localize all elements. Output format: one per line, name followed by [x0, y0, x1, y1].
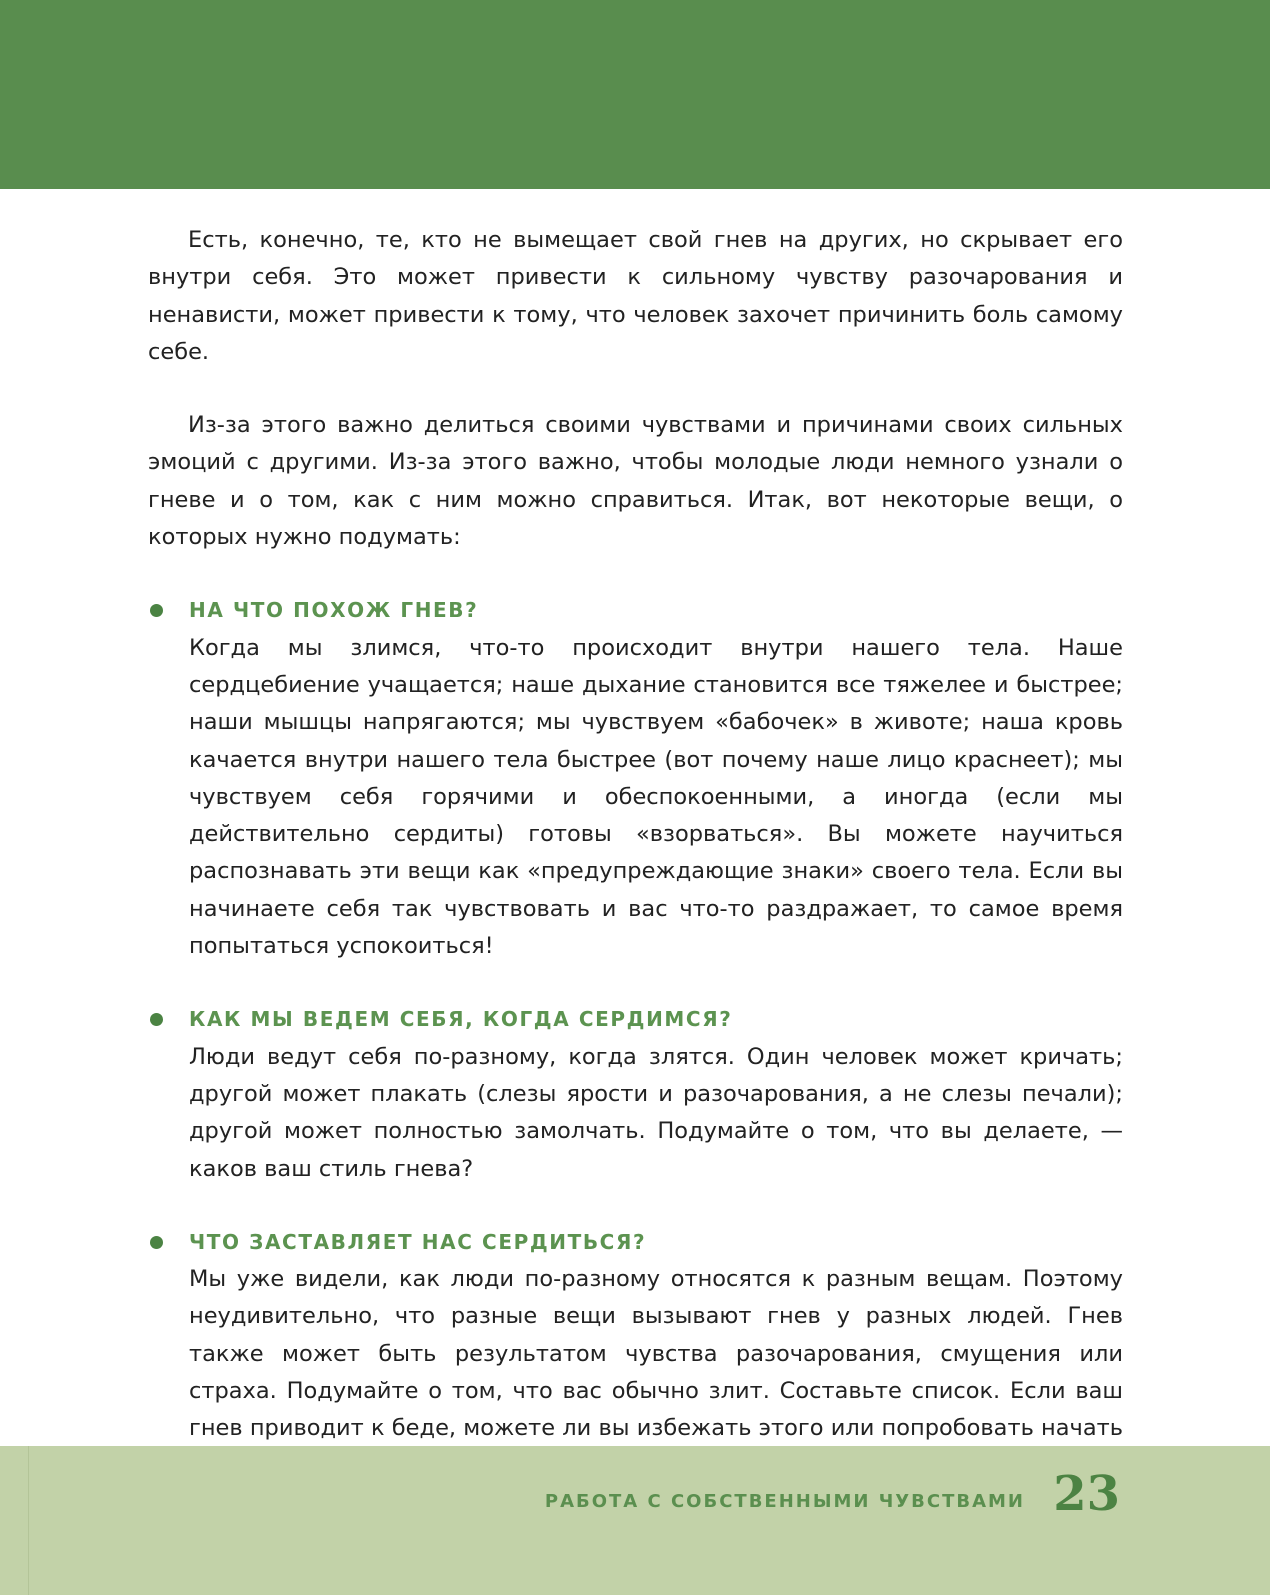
- bullet-icon: [150, 1013, 163, 1026]
- section-what-anger-looks-like: [148, 592, 1123, 965]
- bullet-icon: [150, 1236, 163, 1249]
- footer-band-edge: [0, 1446, 29, 1595]
- section-body: Люди ведут себя по-разному, когда злятся. Один человек может кричать; другой может плакать (слезы ярости и разочарования, а не слезы печали); другой может полностью замолчать. Подумайте о том, что вы делаете, — каков ваш стиль гнева?: [189, 1043, 1123, 1182]
- section-body: Когда мы злимся, что-то происходит внутри нашего тела. Наше сердцебиение учащается; наше дыхание становится все тяжелее и быстрее; наши мышцы напрягаются; мы чувствуем «бабочек» в животе; наша кровь качается внутри нашего тела быстрее (вот почему наше лицо краснеет); мы чувствуем себя горячими и обеспокоенными, а иногда (если мы действительно сердиты) готовы «взорваться». Вы можете научиться распознавать эти вещи как «предупреждающие знаки» своего тела. Если вы начинаете себя так чувствовать и вас что-то раздражает, то самое время попытаться успокоиться!: [189, 634, 1123, 960]
- header-color-band: [0, 0, 1270, 189]
- running-title: РАБОТА С СОБСТВЕННЫМИ ЧУВСТВАМИ: [544, 1491, 1025, 1512]
- bullet-icon: [150, 604, 163, 617]
- section-heading: КАК МЫ ВЕДЕМ СЕБЯ, КОГДА СЕРДИМСЯ?: [189, 1007, 733, 1032]
- page-content: [148, 222, 1123, 1521]
- section-body: Мы уже видели, как люди по-разному относятся к разным вещам. Поэтому неудивительно, что разные вещи вызывают гнев у разных людей. Гнев также может быть результатом чувства разочарования, смущения или страха. Подумайте о том, что вас обычно злит. Составьте список. Если ваш гнев приводит к беде, можете ли вы избежать этого или попробовать начать: [189, 1266, 1123, 1442]
- section-heading: ЧТО ЗАСТАВЛЯЕТ НАС СЕРДИТЬСЯ?: [189, 1229, 647, 1254]
- section-heading: НА ЧТО ПОХОЖ ГНЕВ?: [189, 598, 479, 623]
- intro-paragraph-1: Есть, конечно, те, кто не вымещает свой гнев на других, но скрывает его внутри себя. Это может привести к сильному чувству разочарования и ненависти, может привести к тому, что человек захочет причинить боль самому себе.: [148, 227, 1123, 365]
- page-number: 23: [1053, 1466, 1120, 1522]
- intro-paragraph-2: Из-за этого важно делиться своими чувствами и причинами своих сильных эмоций с другими. Из-за этого важно, чтобы молодые люди немного узнали о гневе и о том, как с ним можно справиться. Итак, вот некоторые вещи, о которых нужно подумать:: [148, 412, 1123, 551]
- section-how-we-behave: [148, 1001, 1123, 1187]
